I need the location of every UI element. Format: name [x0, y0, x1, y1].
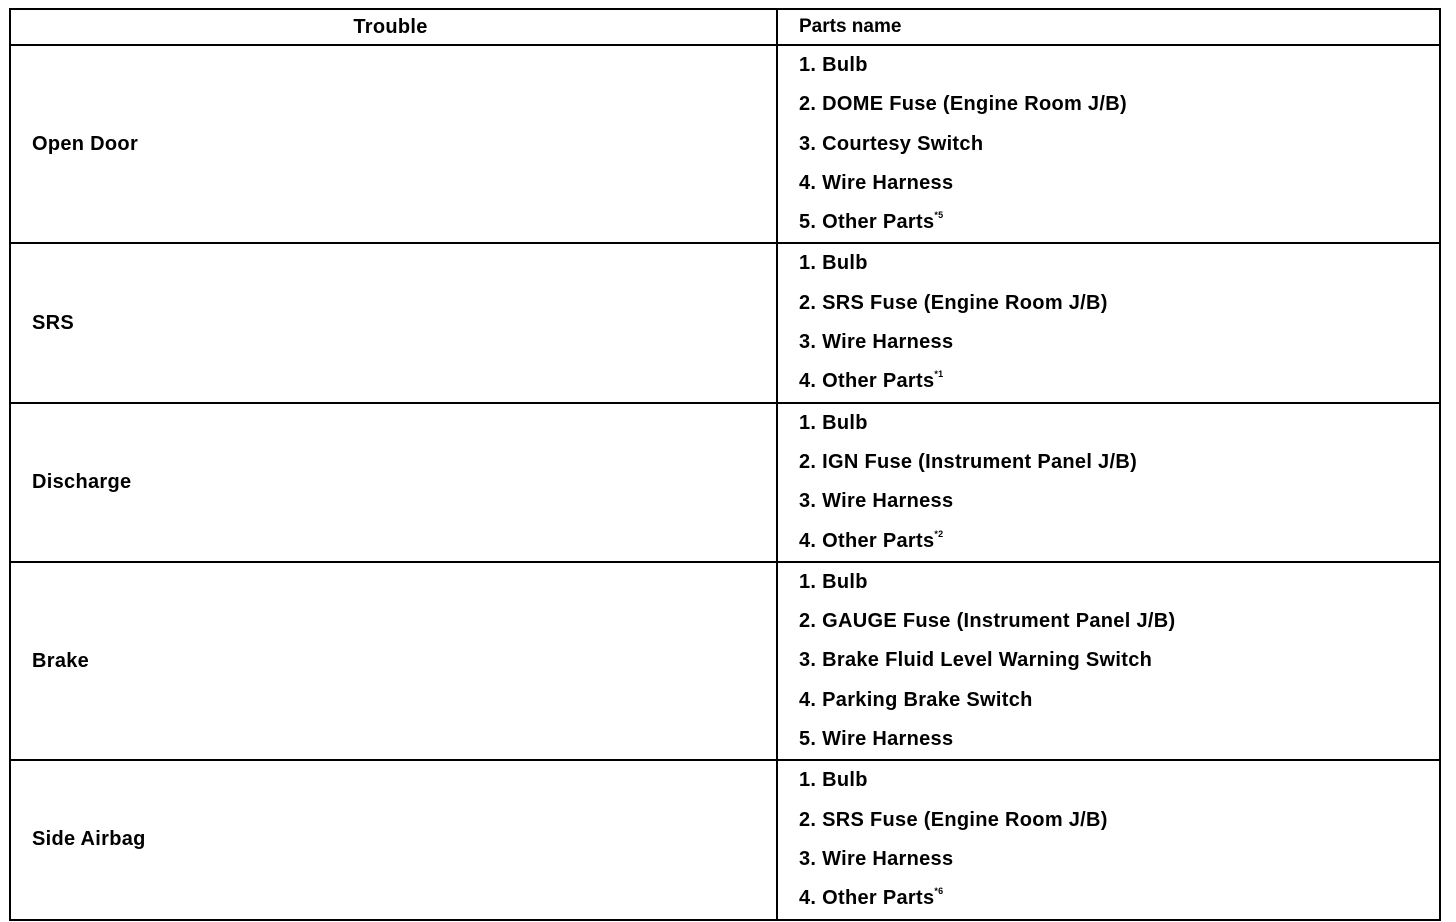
part-item-text: 1. Bulb [799, 411, 868, 434]
table-header-row [11, 10, 1439, 46]
part-item [799, 761, 1439, 800]
trouble-column-header: Trouble [11, 10, 778, 44]
part-item-text: 2. IGN Fuse (Instrument Panel J/B) [799, 450, 1138, 473]
trouble-cell: Open Door [11, 46, 778, 242]
part-item-text: 2. DOME Fuse (Engine Room J/B) [799, 93, 1127, 116]
part-item-text: 5. Other Parts [799, 211, 935, 234]
part-item [799, 879, 1439, 918]
trouble-cell: Side Airbag [11, 761, 778, 918]
part-item [799, 522, 1439, 561]
part-item [799, 840, 1439, 879]
parts-cell [778, 244, 1439, 401]
part-item-text: 2. SRS Fuse (Engine Room J/B) [799, 808, 1108, 831]
table-row [11, 404, 1439, 563]
part-item-text: 1. Bulb [799, 570, 868, 593]
part-item [799, 244, 1439, 283]
part-item [799, 164, 1439, 203]
trouble-parts-table [9, 8, 1441, 921]
parts-cell [778, 761, 1439, 918]
trouble-cell: SRS [11, 244, 778, 401]
trouble-cell: Discharge [11, 404, 778, 561]
part-item [799, 681, 1439, 720]
part-item-text: 4. Other Parts [799, 370, 935, 393]
footnote-marker: *2 [934, 528, 944, 539]
part-item-text: 4. Other Parts [799, 887, 935, 910]
part-item [799, 284, 1439, 323]
part-item [799, 125, 1439, 164]
table-row [11, 46, 1439, 244]
parts-cell [778, 563, 1439, 759]
part-item-text: 1. Bulb [799, 54, 868, 76]
footnote-marker: *6 [934, 886, 944, 897]
part-item [799, 720, 1439, 759]
part-item [799, 46, 1439, 85]
part-item-text: 2. GAUGE Fuse (Instrument Panel J/B) [799, 610, 1176, 633]
trouble-cell: Brake [11, 563, 778, 759]
part-item-text: 4. Parking Brake Switch [799, 688, 1033, 711]
part-item [799, 563, 1439, 602]
table-row [11, 244, 1439, 403]
part-item [799, 362, 1439, 401]
part-item [799, 443, 1439, 482]
part-item [799, 323, 1439, 362]
part-item-text: 3. Brake Fluid Level Warning Switch [799, 649, 1153, 672]
table-row [11, 761, 1439, 918]
part-item [799, 203, 1439, 242]
part-item-text: 2. SRS Fuse (Engine Room J/B) [799, 291, 1108, 314]
footnote-marker: *1 [934, 369, 944, 380]
part-item [799, 641, 1439, 680]
part-item [799, 801, 1439, 840]
part-item-text: 3. Courtesy Switch [799, 132, 984, 155]
part-item-text: 3. Wire Harness [799, 490, 954, 513]
part-item-text: 3. Wire Harness [799, 331, 954, 354]
part-item [799, 404, 1439, 443]
parts-cell [778, 46, 1439, 242]
part-item-text: 1. Bulb [799, 769, 868, 792]
part-item [799, 602, 1439, 641]
table-body [11, 46, 1439, 919]
part-item-text: 4. Wire Harness [799, 171, 954, 194]
part-item-text: 3. Wire Harness [799, 847, 954, 870]
table-row [11, 563, 1439, 761]
part-item-text: 5. Wire Harness [799, 728, 954, 751]
part-item-text: 4. Other Parts [799, 529, 935, 552]
part-item [799, 85, 1439, 124]
parts-name-column-header: Parts name [799, 16, 902, 37]
footnote-marker: *5 [934, 210, 944, 221]
part-item [799, 482, 1439, 521]
parts-cell [778, 404, 1439, 561]
part-item-text: 1. Bulb [799, 252, 868, 275]
